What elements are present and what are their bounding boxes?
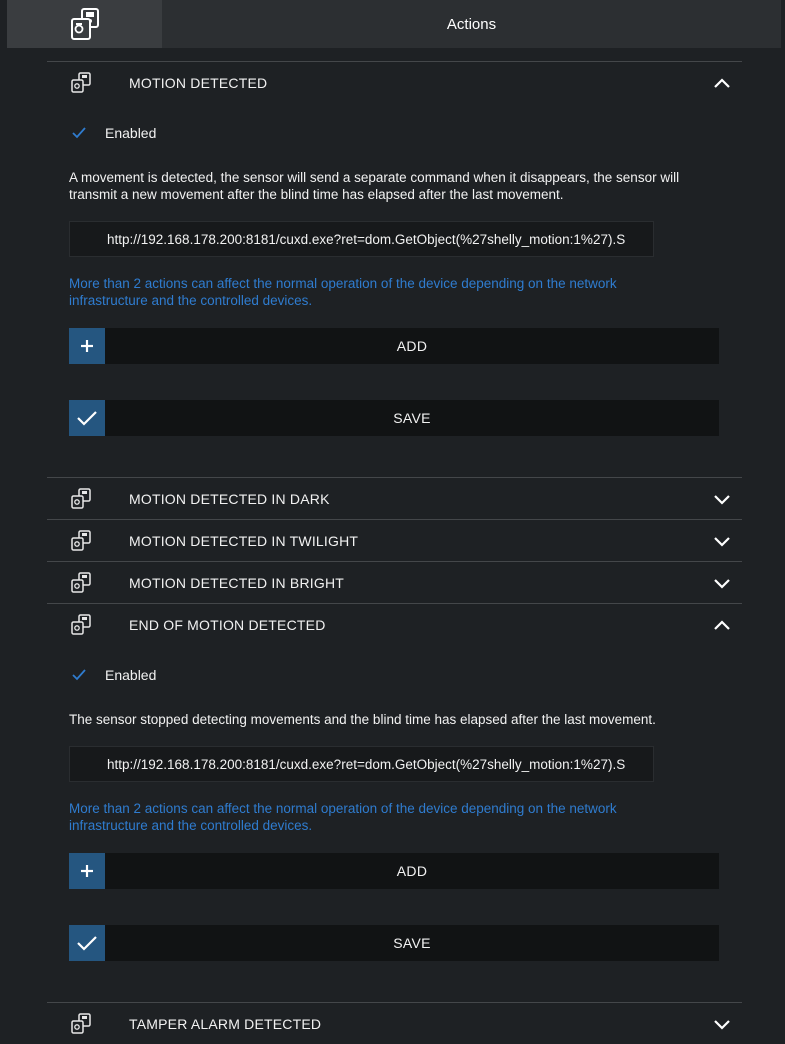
save-button-label: SAVE [393,935,431,951]
checkmark-icon [69,400,105,436]
action-url-input[interactable] [69,221,654,257]
section-header[interactable] [47,604,742,645]
save-button-label: SAVE [393,410,431,426]
section-motion-detected-in-twilight [47,519,742,561]
section-header[interactable] [47,562,742,603]
device-icon [69,71,93,95]
add-button[interactable] [69,328,719,364]
section-motion-detected-in-bright [47,561,742,603]
enabled-toggle[interactable] [69,665,719,685]
chevron-up-icon[interactable] [712,73,732,93]
section-tamper-alarm-detected [47,1002,742,1044]
section-motion-detected [47,61,742,477]
section-body [47,645,742,1002]
action-url-input[interactable] [69,746,654,782]
home-tab[interactable] [7,0,162,48]
enabled-label: Enabled [105,125,157,141]
device-icon [69,613,93,637]
section-end-of-motion-detected [47,603,742,1002]
add-button-label: ADD [396,863,428,879]
section-title: END OF MOTION DETECTED [129,616,326,633]
top-bar [7,0,781,48]
section-header[interactable] [47,62,742,103]
device-icon [69,529,93,553]
section-motion-detected-in-dark [47,477,742,519]
save-button[interactable] [69,400,719,436]
section-header[interactable] [47,520,742,561]
chevron-up-icon[interactable] [712,615,732,635]
checkmark-icon[interactable] [69,123,89,143]
section-title: MOTION DETECTED IN TWILIGHT [129,532,359,549]
section-title: TAMPER ALARM DETECTED [129,1015,322,1032]
section-body [47,103,742,477]
section-title: MOTION DETECTED [129,74,268,91]
section-title: MOTION DETECTED IN BRIGHT [129,574,344,591]
action-url-value: http://192.168.178.200:8181/cuxd.exe?ret=dom.GetObject(%27shelly_motion:1%27).S [107,756,626,772]
checkmark-icon[interactable] [69,665,89,685]
add-button[interactable] [69,853,719,889]
add-button-label: ADD [396,338,428,354]
device-icon [68,6,102,42]
checkmark-icon [69,925,105,961]
enabled-toggle[interactable] [69,123,719,143]
section-description: The sensor stopped detecting movements and the blind time has elapsed after the last movement. [69,712,656,727]
section-header[interactable] [47,478,742,519]
page-title: Actions [162,0,781,48]
plus-icon [69,853,105,889]
actions-accordion [47,61,742,1044]
chevron-down-icon[interactable] [712,531,732,551]
plus-icon [69,328,105,364]
enabled-label: Enabled [105,667,157,683]
section-description: A movement is detected, the sensor will send a separate command when it disappears, the sensor will transmit a new movement after the blind time has elapsed after the last movement. [69,170,680,202]
warning-text: More than 2 actions can affect the normal operation of the device depending on the network infrastructure and the controlled devices. [69,801,617,833]
action-url-value: http://192.168.178.200:8181/cuxd.exe?ret=dom.GetObject(%27shelly_motion:1%27).S [107,231,626,247]
device-icon [69,487,93,511]
device-icon [69,571,93,595]
chevron-down-icon[interactable] [712,489,732,509]
warning-text: More than 2 actions can affect the normal operation of the device depending on the network infrastructure and the controlled devices. [69,276,617,308]
save-button[interactable] [69,925,719,961]
section-title: MOTION DETECTED IN DARK [129,490,330,507]
chevron-down-icon[interactable] [712,573,732,593]
